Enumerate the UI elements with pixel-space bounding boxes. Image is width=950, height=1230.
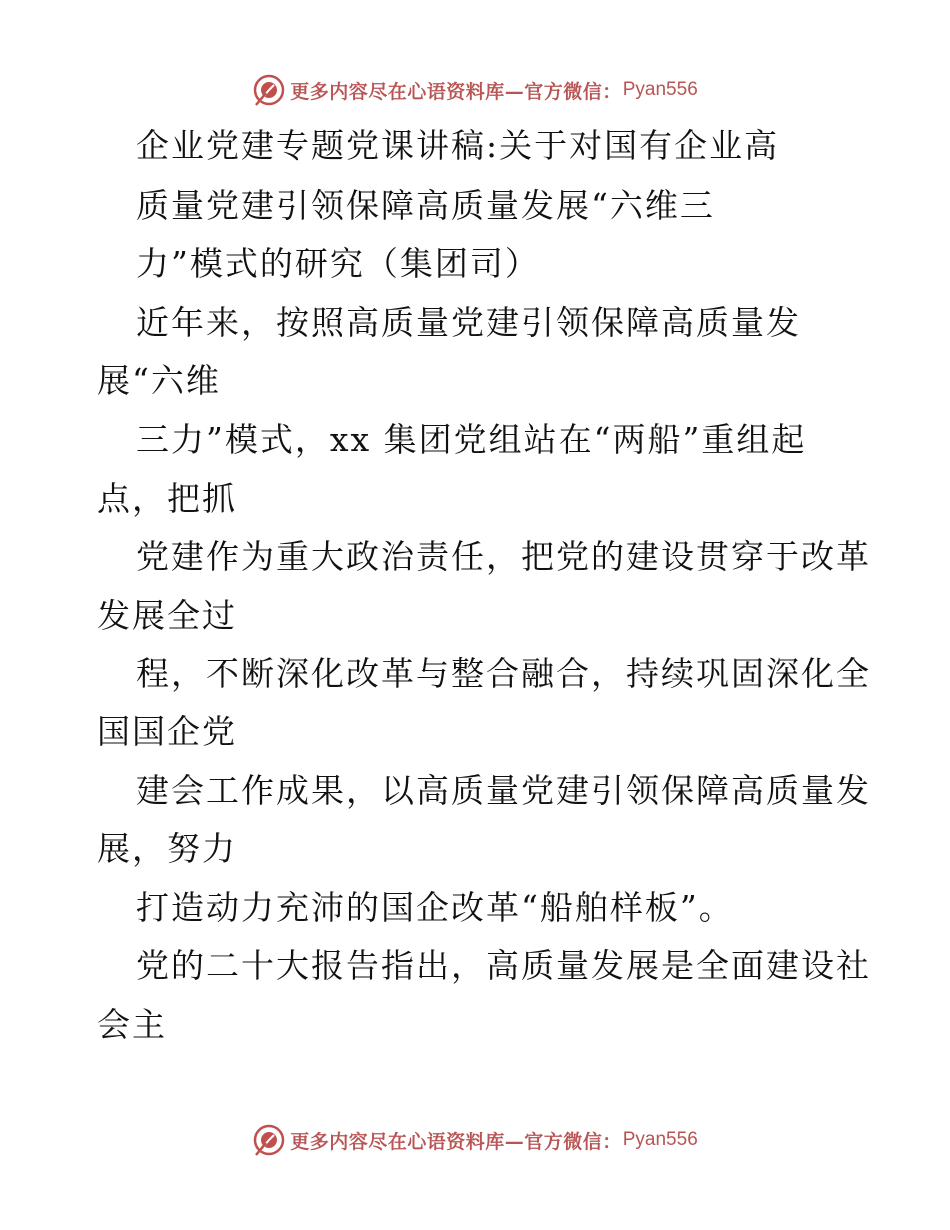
body-line: 建会工作成果，以高质量党建引领保障高质量发: [136, 771, 871, 810]
watermark-id: Pyan556: [622, 1129, 698, 1150]
header-watermark: [0, 70, 950, 110]
footer-watermark: [0, 1120, 950, 1160]
body-line: 程，不断深化改革与整合融合，持续巩固深化全: [136, 654, 871, 693]
body-line: 点，把抓: [97, 479, 237, 518]
title-line: 企业党建专题党课讲稿:关于对国有企业高: [136, 126, 780, 165]
body-line: 近年来，按照高质量党建引领保障高质量发: [136, 303, 801, 342]
body-line: 党建作为重大政治责任，把党的建设贯穿于改革: [136, 537, 871, 576]
watermark-id: Pyan556: [622, 79, 698, 100]
body-line: 会主: [97, 1005, 167, 1044]
body-line: 发展全过: [97, 596, 237, 635]
body-line: 展，努力: [97, 829, 237, 868]
watermark-text: 更多内容尽在心语资料库—官方微信：: [290, 1130, 622, 1153]
title-line: 力”模式的研究（集团司）: [136, 244, 540, 283]
pen-logo-icon: [252, 1123, 286, 1157]
body-line: 展“六维: [97, 361, 221, 400]
body-line: 党的二十大报告指出，高质量发展是全面建设社: [136, 946, 871, 985]
body-line: 国国企党: [97, 712, 237, 751]
pen-logo-icon: [252, 73, 286, 107]
watermark-text: 更多内容尽在心语资料库—官方微信：: [290, 80, 622, 103]
title-line: 质量党建引领保障高质量发展“六维三: [136, 186, 715, 225]
body-line: 打造动力充沛的国企改革“船舶样板”。: [136, 888, 734, 927]
body-line: 三力”模式，xx 集团党组站在“两船”重组起: [136, 420, 807, 459]
